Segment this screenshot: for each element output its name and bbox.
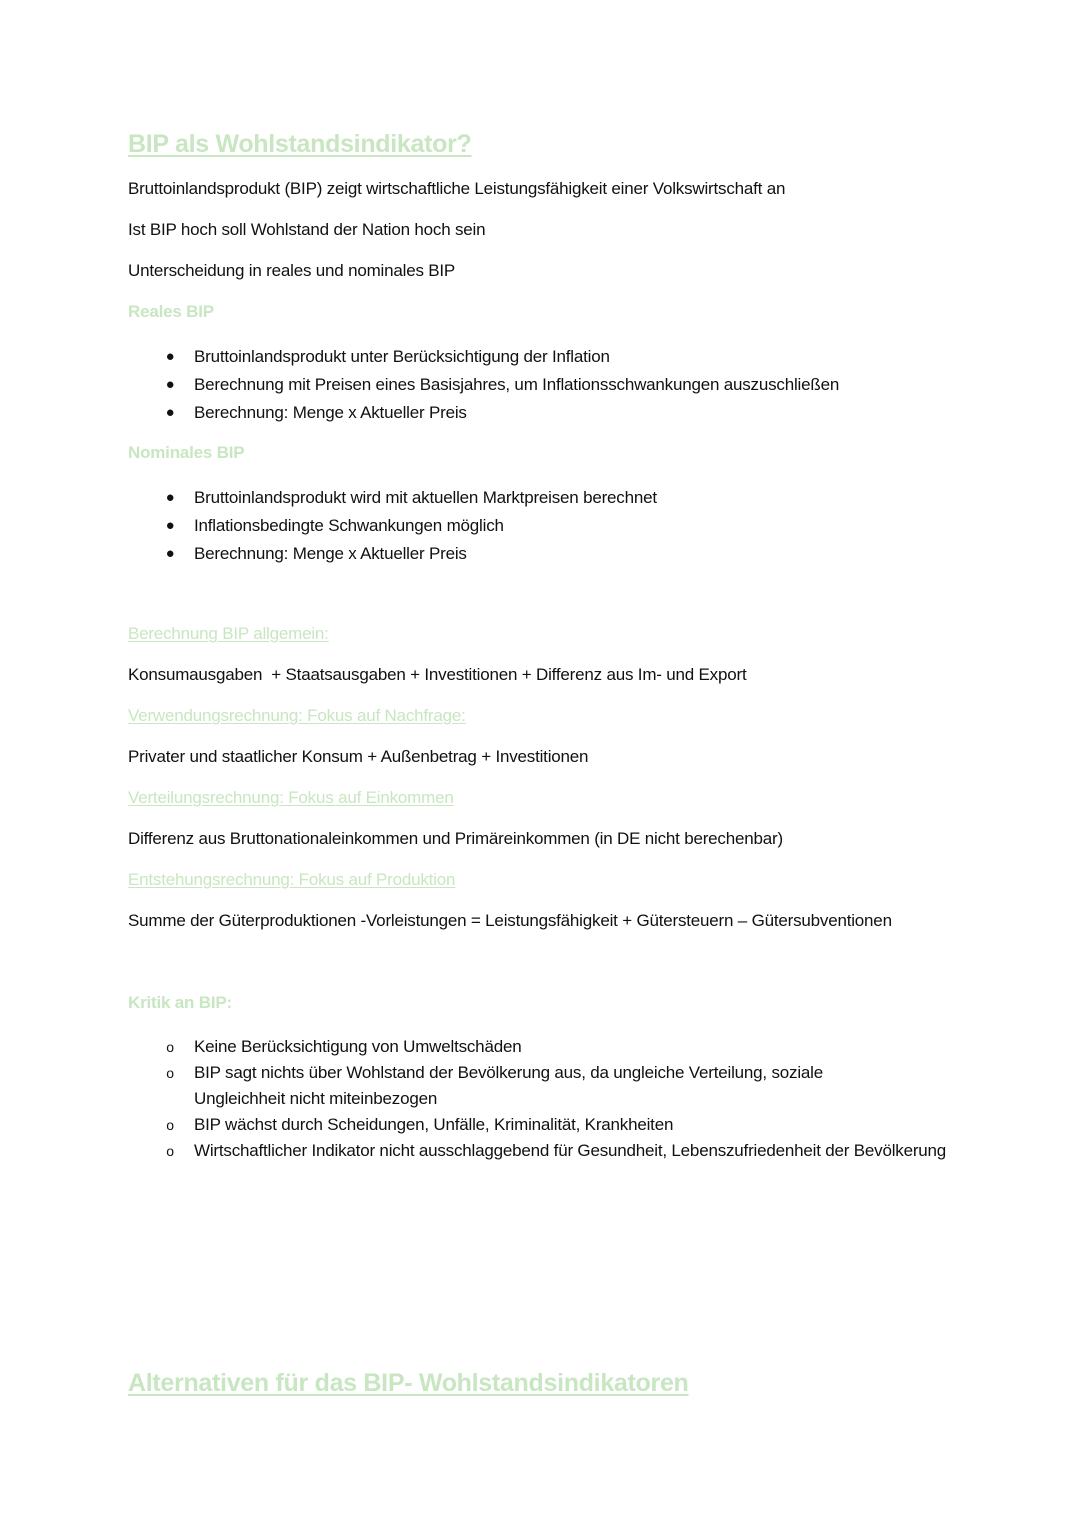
nominales-heading: Nominales BIP: [128, 443, 245, 462]
berechnung-text: Konsumausgaben + Staatsausgaben + Investitionen + Differenz aus Im- und Export: [128, 665, 747, 684]
intro-line-1: Bruttoinlandsprodukt (BIP) zeigt wirtschaftliche Leistungsfähigkeit einer Volkswirtschaft an: [128, 179, 786, 198]
bullet-icon: ●: [165, 545, 175, 562]
list-item: ● Bruttoinlandsprodukt unter Berücksichtigung der Inflation: [0, 343, 839, 371]
intro-line-2: Ist BIP hoch soll Wohlstand der Nation hoch sein: [128, 220, 486, 239]
bullet-icon: ●: [165, 376, 175, 393]
bullet-icon: ●: [165, 489, 175, 506]
list-item: o BIP wächst durch Scheidungen, Unfälle, Kriminalität, Krankheiten: [0, 1112, 946, 1138]
kritik-list: [0, 1034, 946, 1164]
circle-bullet-icon: o: [166, 1065, 174, 1081]
list-item: ● Berechnung mit Preisen eines Basisjahres, um Inflationsschwankungen auszuschließen: [0, 371, 839, 399]
bullet-icon: ●: [165, 404, 175, 421]
nominales-list: [0, 484, 657, 568]
alternativen-heading: Alternativen für das BIP- Wohlstandsindikatoren: [128, 1369, 689, 1397]
berechnung-heading: Berechnung BIP allgemein:: [128, 624, 329, 643]
list-item: o Wirtschaftlicher Indikator nicht ausschlaggebend für Gesundheit, Lebenszufriedenheit der Bevölkerung: [0, 1138, 946, 1164]
entstehung-text: Summe der Güterproduktionen -Vorleistungen = Leistungsfähigkeit + Gütersteuern – Gütersubventionen: [128, 911, 892, 930]
verwendung-heading: Verwendungsrechnung: Fokus auf Nachfrage:: [128, 706, 466, 725]
list-item: ● Bruttoinlandsprodukt wird mit aktuellen Marktpreisen berechnet: [0, 484, 657, 512]
page-title: BIP als Wohlstandsindikator?: [128, 130, 472, 158]
verteilung-text: Differenz aus Bruttonationaleinkommen und Primäreinkommen (in DE nicht berechenbar): [128, 829, 783, 848]
circle-bullet-icon: o: [166, 1143, 174, 1159]
bullet-icon: ●: [165, 517, 175, 534]
reales-list: [0, 343, 839, 427]
circle-bullet-icon: o: [166, 1039, 174, 1055]
list-item: o Keine Berücksichtigung von Umweltschäden: [0, 1034, 946, 1060]
list-item: o BIP sagt nichts über Wohlstand der Bevölkerung aus, da ungleiche Verteilung, soziale Ungleichheit nicht miteinbezogen: [0, 1060, 914, 1112]
entstehung-heading: Entstehungsrechnung: Fokus auf Produktion: [128, 870, 456, 889]
verwendung-text: Privater und staatlicher Konsum + Außenbetrag + Investitionen: [128, 747, 589, 766]
bullet-icon: ●: [165, 348, 175, 365]
intro-line-3: Unterscheidung in reales und nominales BIP: [128, 261, 456, 280]
list-item: ● Berechnung: Menge x Aktueller Preis: [0, 399, 839, 427]
verteilung-heading: Verteilungsrechnung: Fokus auf Einkommen: [128, 788, 454, 807]
kritik-heading: Kritik an BIP:: [128, 993, 232, 1012]
reales-heading: Reales BIP: [128, 302, 214, 321]
circle-bullet-icon: o: [166, 1117, 174, 1133]
list-item: ● Berechnung: Menge x Aktueller Preis: [0, 540, 657, 568]
list-item: ● Inflationsbedingte Schwankungen möglich: [0, 512, 657, 540]
